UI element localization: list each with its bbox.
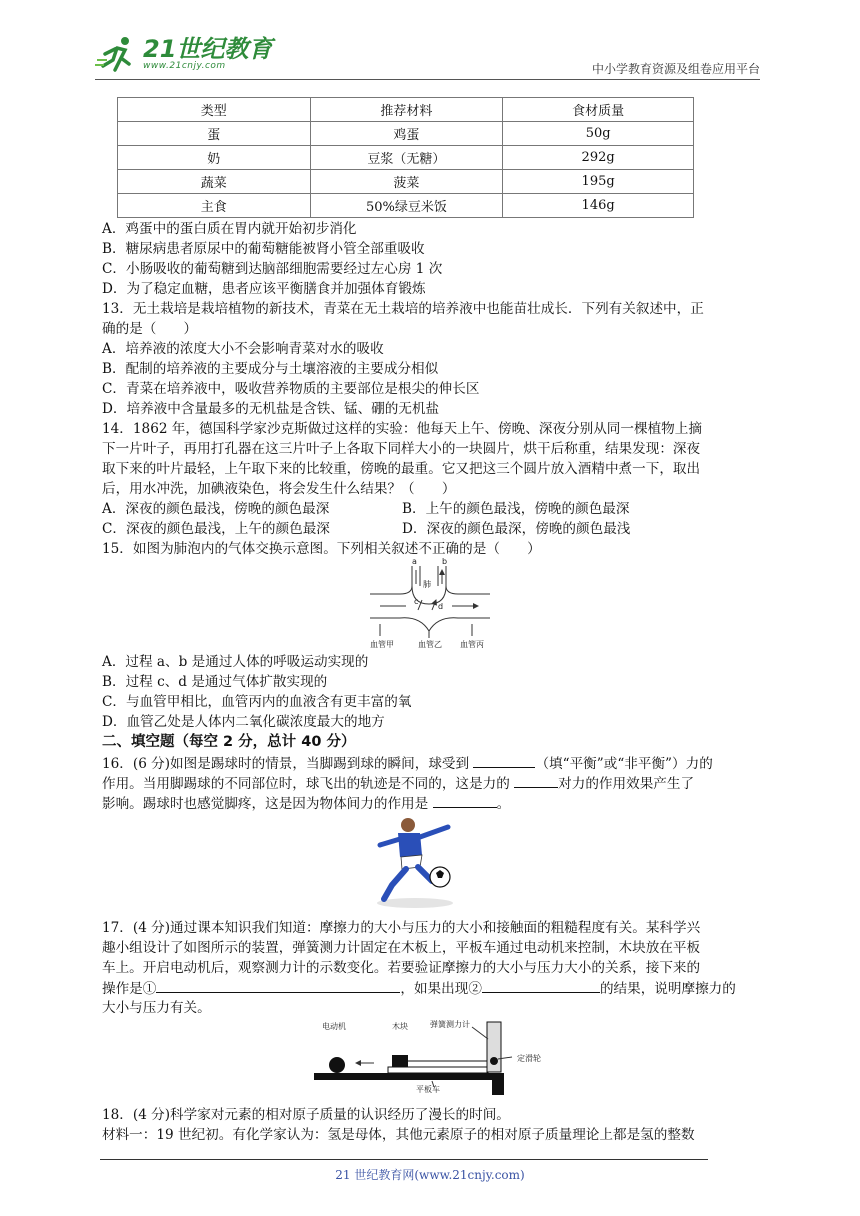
q16-blank-1[interactable] — [473, 753, 535, 768]
q16-blank-2[interactable] — [514, 773, 558, 788]
q15-option-d: D．血管乙处是人体内二氧化碳浓度最大的地方 — [102, 714, 385, 730]
footer-text: 21 世纪教育网(www.21cnjy.com) — [335, 1168, 525, 1182]
q14-stem-2: 下一片叶子，再用打孔器在这三片叶子上各取下同样大小的一块圆片，烘干后称重，结果发现：深夜 — [102, 441, 701, 457]
table-cell: 292g — [503, 146, 694, 170]
fig-label-vessel-2: 血管乙 — [418, 640, 442, 649]
fig-label-vessel-3: 血管丙 — [460, 640, 484, 649]
q18-line-1: 18．(4 分)科学家对元素的相对原子质量的认识经历了漫长的时间。 — [102, 1107, 510, 1123]
table-header: 食材质量 — [503, 98, 694, 122]
q17-line-1: 17．(4 分)通过课本知识我们知道：摩擦力的大小与压力的大小和接触面的粗糙程度有关。某科学兴 — [102, 920, 701, 936]
table-row — [118, 170, 694, 194]
q14-option-c: C．深夜的颜色最浅，上午的颜色最深 — [102, 521, 330, 537]
table-cell: 菠菜 — [310, 170, 503, 194]
q17-line-2: 趣小组设计了如图所示的装置，弹簧测力计固定在木板上，平板车通过电动机来控制，木块放在平板 — [102, 940, 701, 956]
q14-stem-4: 后，用水冲洗，加碘液染色，将会发生什么结果？（ ） — [102, 481, 456, 497]
table-cell: 主食 — [118, 194, 311, 218]
logo-text: 21世纪教育 — [143, 35, 273, 63]
q14-stem-3: 取下来的叶片最轻，上午取下来的比较重，傍晚的最重。它又把这三个圆片放入酒精中煮一下，取出 — [102, 461, 701, 477]
table-cell: 奶 — [118, 146, 311, 170]
alveolus-gas-exchange-figure — [360, 556, 500, 651]
q16-line-1 — [102, 753, 713, 774]
fig-label-d: d — [438, 602, 444, 611]
q16-blank-3[interactable] — [433, 793, 497, 808]
q17-text: ，如果出现② — [400, 981, 482, 997]
recommended-food-table — [117, 97, 694, 218]
q16-line-2 — [102, 773, 694, 794]
q14-stem: 14．1862 年，德国科学家沙克斯做过这样的实验：他每天上午、傍晚、深夜分别从同一棵植物上摘 — [102, 421, 702, 437]
friction-experiment-figure — [312, 1017, 552, 1097]
table-cell: 鸡蛋 — [310, 122, 503, 146]
q15-option-c: C．与血管甲相比，血管丙内的血液含有更丰富的氧 — [102, 694, 412, 710]
q13-stem-cont: 确的是（ ） — [102, 321, 198, 337]
fig-label-block: 木块 — [392, 1022, 408, 1031]
q13-option-a: A．培养液的浓度大小不会影响青菜对水的吸收 — [102, 341, 384, 357]
q16-text: 影响。踢球时也感觉脚疼，这是因为物体间力的作用是 — [102, 796, 433, 812]
q17-text: 操作是① — [102, 981, 157, 997]
q16-text: 作用。当用脚踢球的不同部位时，球飞出的轨迹是不同的，这是力的 — [102, 776, 515, 792]
q18-line-2: 材料一：19 世纪初。有化学家认为：氢是母体，其他元素原子的相对原子质量理论上都是氢的整数 — [102, 1127, 695, 1143]
q14-option-d: D．深夜的颜色最深，傍晚的颜色最浅 — [402, 521, 631, 537]
q16-line-3 — [102, 793, 510, 814]
q15-option-b: B．过程 c、d 是通过气体扩散实现的 — [102, 674, 328, 690]
fig-label-cart: 平板车 — [416, 1085, 440, 1094]
q15-option-a: A．过程 a、b 是通过人体的呼吸运动实现的 — [102, 654, 369, 670]
table-header: 类型 — [118, 98, 311, 122]
q13-stem: 13．无土栽培是栽培植物的新技术，青菜在无土栽培的培养液中也能苗壮成长．下列有关叙述中，正 — [102, 301, 704, 317]
q17-line-5: 大小与压力有关。 — [102, 1000, 211, 1016]
fig-label-motor: 电动机 — [322, 1022, 346, 1031]
q12-option-c: C．小肠吸收的葡萄糖到达脑部细胞需要经过左心房 1 次 — [102, 261, 443, 277]
header-divider — [95, 79, 760, 80]
q14-option-b: B．上午的颜色最浅，傍晚的颜色最深 — [402, 501, 630, 517]
table-row — [118, 146, 694, 170]
table-cell: 146g — [503, 194, 694, 218]
runner-logo-icon — [95, 34, 139, 74]
q17-text: 的结果，说明摩擦力的 — [599, 981, 736, 997]
table-cell: 蔬菜 — [118, 170, 311, 194]
q16-text: 对力的作用效果产生了 — [558, 776, 695, 792]
table-cell: 50g — [503, 122, 694, 146]
q13-option-c: C．青菜在培养液中，吸收营养物质的主要部位是根尖的伸长区 — [102, 381, 480, 397]
q16-text: 。 — [496, 796, 511, 812]
table-cell: 195g — [503, 170, 694, 194]
q14-option-a: A．深夜的颜色最浅，傍晚的颜色最深 — [102, 501, 330, 517]
soccer-player-image — [370, 815, 460, 910]
q17-line-3: 车上。开启电动机后，观察测力计的示数变化。若要验证摩擦力的大小与压力大小的关系，接下来的 — [102, 960, 701, 976]
fig-label-a: a — [412, 557, 417, 566]
fig-label-vessel-1: 血管甲 — [370, 640, 394, 649]
fig-label-alveolus: 肺 — [423, 580, 431, 589]
table-cell: 豆浆（无糖） — [310, 146, 503, 170]
logo — [95, 34, 272, 74]
q15-stem: 15．如图为肺泡内的气体交换示意图。下列相关叙述不正确的是（ ） — [102, 541, 541, 557]
q13-option-b: B．配制的培养液的主要成分与土壤溶液的主要成分相似 — [102, 361, 439, 377]
q12-option-d: D．为了稳定血糖，患者应该平衡膳食并加强体育锻炼 — [102, 281, 426, 297]
fig-label-meter: 弹簧测力计 — [430, 1020, 470, 1029]
q12-option-a: A．鸡蛋中的蛋白质在胃内就开始初步消化 — [102, 221, 357, 237]
table-header-row — [118, 98, 694, 122]
table-row — [118, 122, 694, 146]
fig-label-b: b — [442, 557, 448, 566]
q12-option-b: B．糖尿病患者原尿中的葡萄糖能被肾小管全部重吸收 — [102, 241, 425, 257]
table-cell: 50%绿豆米饭 — [310, 194, 503, 218]
fig-label-pulley: 定滑轮 — [517, 1054, 541, 1063]
fig-label-c: c — [414, 597, 419, 606]
q16-text: （填“平衡”或“非平衡”）力的 — [535, 756, 713, 772]
footer-divider — [100, 1159, 708, 1160]
table-cell: 蛋 — [118, 122, 311, 146]
section-title: 二、填空题（每空 2 分，总计 40 分） — [102, 734, 356, 750]
q13-option-d: D．培养液中含量最多的无机盐是含铁、锰、硼的无机盐 — [102, 401, 440, 417]
table-row — [118, 194, 694, 218]
page-header — [95, 34, 760, 80]
logo-url: www.21cnjy.com — [143, 61, 226, 71]
q17-blank-1[interactable] — [156, 978, 400, 993]
table-header: 推荐材料 — [310, 98, 503, 122]
q16-text: 16．(6 分)如图是踢球时的情景，当脚踢到球的瞬间，球受到 — [102, 756, 474, 772]
platform-name: 中小学教育资源及组卷应用平台 — [591, 62, 760, 76]
q17-blank-2[interactable] — [482, 978, 600, 993]
q17-line-4 — [102, 978, 736, 999]
